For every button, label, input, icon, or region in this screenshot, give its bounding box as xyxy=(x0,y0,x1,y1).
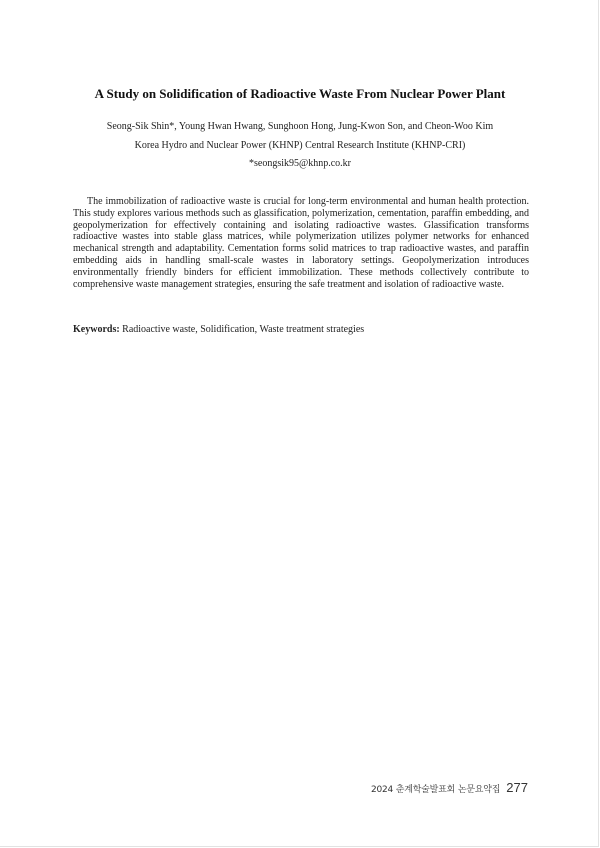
author-list: Seong-Sik Shin*, Young Hwan Hwang, Sunghoon Hong, Jung-Kwon Son, and Cheon-Woo Kim xyxy=(106,121,494,132)
page-number: 277 xyxy=(506,780,528,795)
abstract-paragraph: The immobilization of radioactive waste is crucial for long-term environmental and human health protection. This study explores various methods such as glassification, polymerization, cementation, paraffin embedding, and geopolymerization for effectively containing and isolating radioactive wastes. Glassification transforms radioactive wastes into stable glass matrices, while polymerization utilizes polymer networks for enhanced mechanical strength and adaptability. Cementation forms solid matrices to trap radioactive wastes, and paraffin embedding aids in handling small-scale wastes in laboratory settings. Geopolymerization introduces environmentally friendly binders for efficient immobilization. These methods collectively contribute to comprehensive waste management strategies, ensuring the safe treatment and isolation of radioactive waste. xyxy=(73,196,529,290)
conference-name: 2024 춘계학술발표회 논문요약집 xyxy=(370,785,501,795)
author-affiliation: Korea Hydro and Nuclear Power (KHNP) Central Research Institute (KHNP-CRI) xyxy=(134,140,466,151)
corresponding-email: *seongsik95@khnp.co.kr xyxy=(249,158,351,169)
paper-title: A Study on Solidification of Radioactive Waste From Nuclear Power Plant xyxy=(94,86,506,101)
keywords-values: Radioactive waste, Solidification, Waste treatment strategies xyxy=(122,324,365,335)
keywords-line xyxy=(73,324,529,335)
page-footer xyxy=(371,780,528,795)
keywords-label: Keywords: xyxy=(73,324,120,335)
